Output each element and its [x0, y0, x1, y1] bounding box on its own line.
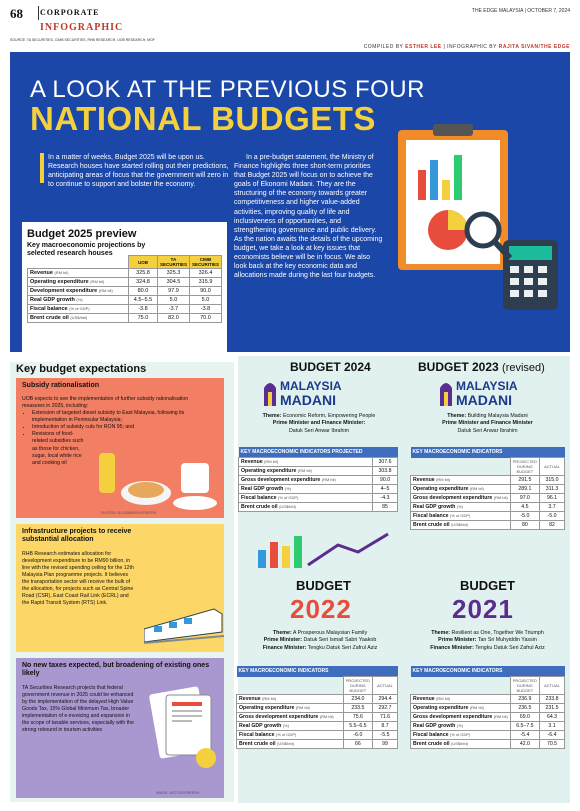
food-illustration	[91, 448, 221, 513]
sources-line: SOURCE: TA SECURITIES, CIMB SECURITIES, RHB RESEARCH, UOB RESEARCH, MOF	[10, 38, 155, 42]
pre-budget-paragraph: In a pre-budget statement, the Ministry of Finance highlights three short-term priorities that Budget 2025 will focus on to achieve the goals of Ekonomi Madani. They are the structuring of the economy towards greater competitiveness and higher value-added activities, improving quality of life and inclusiveness of opportunities, and strengthening governance and public delivery. As the nation awaits the details of the upcoming budget, we take a look at key issues that economists believe will be in focus. We also look back at the key economic data and allocations made during the last four budgets.	[234, 154, 383, 280]
credit-line: COMPILED BY ESTHER LEE | INFOGRAPHIC BY RAJITA SIVAN/THE EDGE	[363, 44, 570, 50]
table-row: Brent crude oil (US$/bbl) 85	[239, 503, 398, 512]
header-divider	[38, 6, 39, 20]
table-row: Revenue (RM bil) 236.9 233.8	[411, 695, 565, 704]
table-row: Brent crude oil (US$/bbl) 42.0 70.5	[411, 740, 565, 749]
table-row: Brent crude oil (US$/bbl) 80 82	[411, 521, 565, 530]
table-row: Real GDP growth (%) 4.5 3.7	[411, 503, 565, 512]
budget-2023-table: KEY MACROECONOMIC INDICATORS PROJECTED DURING BUDGET ACTUAL Revenue (RM bil) 291.5 315.0 Operating expenditure (RM bil) 289.1 311.3 Gross development expenditure (RM bil) 97.0 96.1 Real GDP growth (%) 4.5 3.7 Fiscal balance (% of GDP) -5.0 -5.0 Brent crude oil (US$/bbl) 80 82	[410, 447, 565, 530]
budget-2022-table: KEY MACROECONOMIC INDICATORS PROJECTED DURING BUDGET ACTUAL Revenue (RM bil) 234.0 294.4 Operating expenditure (RM bil) 233.5 292.7 Gross development expenditure (RM bil) 75.6 71.6 Real GDP growth (%) 5.5–6.5 8.7 Fiscal balance (% of GDP) -6.0 -5.5 Brent crude oil (US$/bbl) 66 99	[236, 666, 398, 749]
budget-2021-theme: Theme: Resilient as One, Together We Triumph Prime Minister: Tan Sri Muhyiddin Yassin Finance Minister: Tengku Datuk Seri Zafrul Aziz	[430, 630, 545, 651]
train-illustration	[144, 584, 224, 644]
madani-logo-2023: MALAYSIA MADANI	[438, 378, 454, 413]
table-row: Operating expenditure (RM bil) 236.5 231.5	[411, 704, 565, 713]
preview-title: Budget 2025 preview	[27, 228, 137, 240]
table-row: Operating expenditure (RM bil) 233.5 292.7	[237, 704, 398, 713]
hero-title-line1: A LOOK AT THE PREVIOUS FOUR	[30, 76, 425, 103]
table-row: Real GDP growth (%) 4.5–5.5 5.0 5.0	[28, 296, 222, 305]
clipboard-chart-illustration	[388, 110, 568, 340]
preview-table: UOB TA SECURITIES CIMB SECURITIES Revenue (RM bil) 325.8 325.3 326.4 Operating expenditure (RM bil) 324.8 304.5 315.9 Development expenditure (RM bil) 80.0 97.9 90.0 Real GDP growth (%) 4.5–5.5 5.0 5.0 Fiscal balance (% of GDP) -3.8 -3.7 -3.8 Brent crude oil (US$/bbl) 75.0 82.0 70.0	[27, 255, 222, 323]
budget-2024-theme: Theme: Economic Reform, Empowering People Prime Minister and Finance Minister: Datuk Seri Anwar Ibrahim	[262, 413, 376, 434]
budget-2021-year: 2021	[452, 594, 514, 624]
section-name: CORPORATE	[40, 8, 100, 17]
table-row: Revenue (RM bil) 234.0 294.4	[237, 695, 398, 704]
table-row: Brent crude oil (US$/bbl) 75.0 82.0 70.0	[28, 314, 222, 323]
publication-date: THE EDGE MALAYSIA | OCTOBER 7, 2024	[471, 8, 570, 14]
hero-title-line2: NATIONAL BUDGETS	[30, 100, 376, 137]
table-row: Development expenditure (RM bil) 80.0 97.9 90.0	[28, 287, 222, 296]
infographic-tag: INFOGRAPHIC	[40, 22, 124, 33]
taxes-box: No new taxes expected, but broadening of existing ones likely TA Securities Research projects that federal government revenue in 2025 could be enhanced by the implementation of the delayed High Value Goods Tax, 15% Global Minimum Tax, broader implementation of e-invoicing and expansion in the scope of taxable services, especially with the strong rebound in tourism activities IMAGE: VECTOR/FREEPIK	[16, 658, 224, 798]
budget-2021-table: KEY MACROECONOMIC INDICATORS PROJECTED DURING BUDGET ACTUAL Revenue (RM bil) 236.9 233.8 Operating expenditure (RM bil) 236.5 231.5 Gross development expenditure (RM bil) 69.0 64.3 Real GDP growth (%) 6.5–7.5 3.1 Fiscal balance (% of GDP) -5.4 -6.4 Brent crude oil (US$/bbl) 42.0 70.5	[410, 666, 565, 749]
budget-2021-title: BUDGET	[460, 578, 515, 593]
expectations-title: Key budget expectations	[16, 363, 147, 375]
table-row: Revenue (RM bil) 325.8 325.3 326.4	[28, 269, 222, 278]
table-row: Gross development expenditure (RM bil) 75.6 71.6	[237, 713, 398, 722]
page-number: 68	[10, 6, 23, 21]
table-row: Operating expenditure (RM bil) 303.8	[239, 467, 398, 476]
madani-symbol-icon	[438, 378, 454, 408]
budget-2023-title: BUDGET 2023 (revised)	[418, 360, 545, 374]
table-row: Gross development expenditure (RM bil) 97.0 96.1	[411, 494, 565, 503]
madani-symbol-icon	[262, 378, 278, 408]
table-row: Gross development expenditure (RM bil) 90.0	[239, 476, 398, 485]
table-row: Fiscal balance (% of GDP) -6.0 -5.5	[237, 731, 398, 740]
subsidy-box: Subsidy rationalisation UOB expects to see the implementation of further subsidy rationalisation measures in 2025, including: • Extension of targeted diesel subsidy to East Malaysia, following its implementation in Peninsular Malaysia; • Introduction of subsidy cuts for RON 95; and • Revisions of food-related subsidies such as those for chicken, sugar, local white rice and cooking oil PHOTOS: BLOOMBERG/FREEPIK	[16, 378, 224, 518]
table-row: Fiscal balance (% of GDP) -4.3	[239, 494, 398, 503]
budget-2024-table: KEY MACROECONOMIC INDICATORS PROJECTED Revenue (RM bil) 307.6 Operating expenditure (RM bil) 303.8 Gross development expenditure (RM bil) 90.0 Real GDP growth (%) 4–5 Fiscal balance (% of GDP) -4.3 Brent crude oil (US$/bbl) 85	[238, 447, 398, 512]
table-row: Brent crude oil (US$/bbl) 66 99	[237, 740, 398, 749]
intro-paragraph: In a matter of weeks, Budget 2025 will be upon us. Research houses have started rolling out their predictions, anticipating areas of focus that the government will zero in to continue to support and bolster the economy.	[40, 153, 230, 189]
infrastructure-box: Infrastructure projects to receive substantial allocation RHB Research estimates allocation for development expenditure to be RM90 billion, in line with the revised spending ceiling for the 12th Malaysia Plan programme projects. It believes the transportation sector will receive the bulk of the allocation, for projects such as Central Spine Road (CSR), East Coast Rail Link (ECRL) and the Rapid Transit System (RTS) Link.	[16, 524, 224, 652]
table-row: Revenue (RM bil) 291.5 315.0	[411, 476, 565, 485]
preview-subtitle: Key macroeconomic projections by selected research houses	[27, 242, 146, 258]
budget-2022-title: BUDGET	[296, 578, 351, 593]
table-row: Real GDP growth (%) 4–5	[239, 485, 398, 494]
table-row: Revenue (RM bil) 307.6	[239, 458, 398, 467]
bar-graph-illustration	[248, 530, 398, 570]
table-row: Real GDP growth (%) 6.5–7.5 3.1	[411, 722, 565, 731]
table-row: Operating expenditure (RM bil) 289.1 311.3	[411, 485, 565, 494]
table-row: Real GDP growth (%) 5.5–6.5 8.7	[237, 722, 398, 731]
tax-documents-illustration	[146, 680, 221, 785]
budget-2022-year: 2022	[290, 594, 352, 624]
madani-logo-2024: MALAYSIA MADANI	[262, 378, 278, 413]
table-row: Gross development expenditure (RM bil) 69.0 64.3	[411, 713, 565, 722]
table-row: Fiscal balance (% of GDP) -3.8 -3.7 -3.8	[28, 305, 222, 314]
budget-2023-theme: Theme: Building Malaysia Madani Prime Minister and Finance Minister Datuk Seri Anwar Ibrahim	[442, 413, 533, 434]
table-row: Fiscal balance (% of GDP) -5.4 -6.4	[411, 731, 565, 740]
budget-2024-title: BUDGET 2024	[290, 360, 371, 374]
table-row: Operating expenditure (RM bil) 324.8 304.5 315.9	[28, 278, 222, 287]
budget-2022-theme: Theme: A Prosperous Malaysian Family Prime Minister: Datuk Seri Ismail Sabri Yaakob Finance Minister: Tengku Datuk Seri Zafrul Aziz	[262, 630, 378, 651]
table-row: Fiscal balance (% of GDP) -5.0 -5.0	[411, 512, 565, 521]
